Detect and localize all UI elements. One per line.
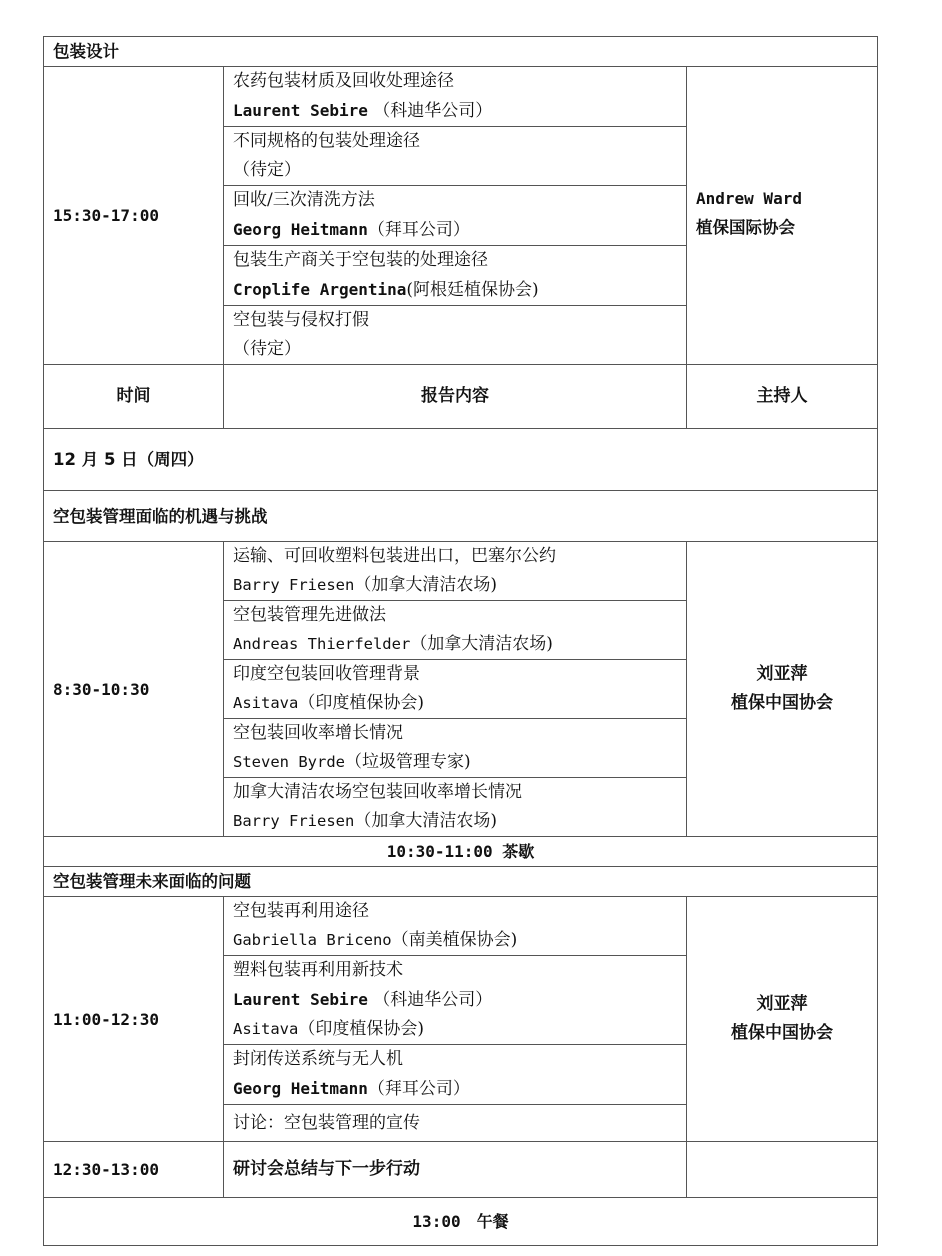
item-speaker: Andreas Thierfelder [233, 635, 411, 653]
agenda-item [224, 186, 687, 246]
item-speaker: Gabriella Briceno [233, 931, 392, 949]
agenda-item [224, 956, 687, 1045]
item-topic: 不同规格的包装处理途径 [233, 131, 420, 151]
item-topic: 印度空包装回收管理背景 [233, 664, 420, 684]
item-org: （拜耳公司） [367, 220, 470, 240]
header-host: 主持人 [687, 365, 878, 429]
agenda-item [224, 67, 687, 127]
item-speaker: Croplife Argentina [233, 280, 407, 299]
item-speaker: Georg Heitmann [233, 220, 368, 239]
item-org: (阿根廷植保协会) [406, 280, 539, 300]
item-org: （待定） [233, 160, 301, 180]
item-org: （垃圾管理专家) [344, 752, 471, 772]
item-speaker: Asitava [233, 694, 299, 712]
session-row [44, 542, 878, 601]
section-row-packaging-design [44, 37, 878, 67]
agenda-item [224, 601, 687, 660]
item-topic: 空包装与侵权打假 [233, 310, 369, 330]
item-topic: 讨论：空包装管理的宣传 [233, 1112, 420, 1133]
agenda-item [224, 542, 687, 601]
item-topic: 空包装回收率增长情况 [233, 723, 403, 743]
item-org: （科迪华公司） [367, 101, 493, 121]
agenda-item [224, 1045, 687, 1105]
host-name: 刘亚萍 [756, 664, 808, 684]
item-topic: 加拿大清洁农场空包装回收率增长情况 [233, 782, 522, 802]
host-org: 植保中国协会 [731, 693, 833, 713]
session-row [44, 897, 878, 956]
host-org: 植保中国协会 [731, 1023, 833, 1043]
summary-time: 12:30-13:00 [44, 1142, 224, 1198]
item-org: （科迪华公司） [367, 990, 493, 1010]
item-org: （拜耳公司） [367, 1079, 470, 1099]
agenda-table [43, 36, 878, 1246]
item-speaker: Steven Byrde [233, 753, 345, 771]
summary-row [44, 1142, 878, 1198]
agenda-item [224, 660, 687, 719]
item-org: （加拿大清洁农场) [354, 811, 497, 831]
summary-content: 研讨会总结与下一步行动 [224, 1142, 687, 1198]
item-topic: 塑料包装再利用新技术 [233, 960, 403, 980]
section-title: 包装设计 [44, 37, 878, 67]
section-row-opportunities [44, 491, 878, 542]
item-speaker: Laurent Sebire [233, 990, 368, 1009]
agenda-item [224, 1105, 687, 1142]
session-time: 8:30-10:30 [44, 542, 224, 837]
agenda-item [224, 897, 687, 956]
session-time: 15:30-17:00 [44, 67, 224, 365]
item-topic: 空包装管理先进做法 [233, 605, 386, 625]
lunch: 13:00 午餐 [44, 1198, 878, 1246]
item-topic: 封闭传送系统与无人机 [233, 1049, 403, 1069]
section-title: 空包装管理面临的机遇与挑战 [44, 491, 878, 542]
header-content: 报告内容 [224, 365, 687, 429]
item-speaker: Georg Heitmann [233, 1079, 368, 1098]
item-org: （待定） [233, 339, 301, 359]
session-host [687, 67, 878, 365]
item-speaker-2: Asitava [233, 1020, 299, 1038]
item-topic: 回收/三次清洗方法 [233, 190, 375, 210]
item-org: （加拿大清洁农场) [410, 634, 553, 654]
section-row-future [44, 867, 878, 897]
item-topic: 农药包装材质及回收处理途径 [233, 71, 454, 91]
host-org: 植保国际协会 [696, 217, 795, 237]
host-name: Andrew Ward [696, 188, 802, 208]
session-row [44, 67, 878, 127]
item-org: （南美植保协会) [391, 930, 518, 950]
agenda-item [224, 306, 687, 365]
session-time: 11:00-12:30 [44, 897, 224, 1142]
item-topic: 运输、可回收塑料包装进出口，巴塞尔公约 [233, 546, 556, 566]
tea-break: 10:30-11:00 茶歇 [44, 837, 878, 867]
agenda-item [224, 246, 687, 306]
host-name: 刘亚萍 [756, 994, 808, 1014]
item-speaker: Barry Friesen [233, 812, 355, 830]
agenda-item [224, 127, 687, 186]
day-title: 12 月 5 日（周四） [44, 429, 878, 491]
session-host [687, 897, 878, 1142]
lunch-row [44, 1198, 878, 1246]
agenda-item [224, 778, 687, 837]
agenda-page [43, 36, 877, 1246]
summary-host [687, 1142, 878, 1198]
item-topic: 包装生产商关于空包装的处理途径 [233, 250, 488, 270]
section-title: 空包装管理未来面临的问题 [44, 867, 878, 897]
tea-break-row [44, 837, 878, 867]
item-org-2: （印度植保协会) [298, 1019, 424, 1039]
item-speaker: Barry Friesen [233, 576, 355, 594]
item-org: （加拿大清洁农场) [354, 575, 497, 595]
header-time: 时间 [44, 365, 224, 429]
item-topic: 空包装再利用途径 [233, 901, 369, 921]
item-speaker: Laurent Sebire [233, 101, 368, 120]
agenda-item [224, 719, 687, 778]
table-header-row [44, 365, 878, 429]
item-org: （印度植保协会) [298, 693, 424, 713]
day-row [44, 429, 878, 491]
session-host [687, 542, 878, 837]
